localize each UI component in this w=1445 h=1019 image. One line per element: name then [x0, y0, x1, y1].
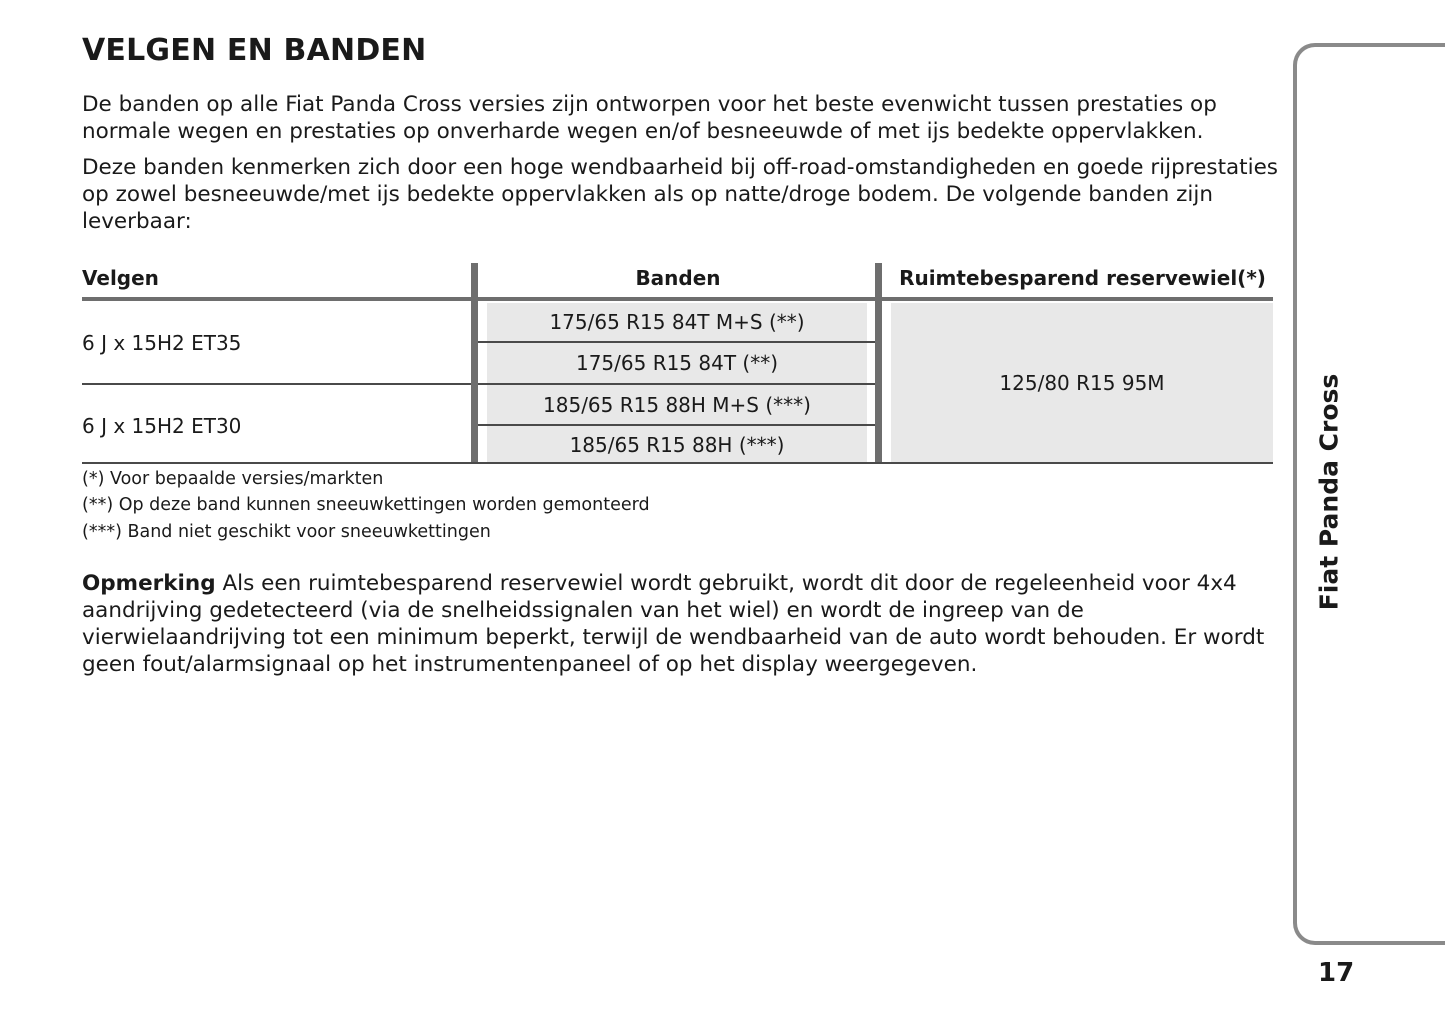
tyre-size: 185/65 R15 88H M+S (***) — [543, 393, 811, 417]
tyre-size: 185/65 R15 88H (***) — [569, 433, 785, 457]
header-divider — [82, 297, 1273, 301]
page-number: 17 — [1318, 958, 1355, 988]
tyre-size: 175/65 R15 84T (**) — [575, 351, 779, 375]
column-divider — [471, 263, 478, 464]
rim-et30: 6 J x 15H2 ET30 — [82, 414, 242, 438]
note-label: Opmerking — [82, 571, 216, 596]
row-divider — [478, 383, 875, 385]
availability-paragraph: Deze banden kenmerken zich door een hoge wendbaarheid bij off-road-omstandigheden en goede rijprestaties op zowel besneeuwde/met ijs bedekte oppervlakken als op natte/droge bodem. De volgende banden zijn leverbaar: — [82, 155, 1279, 234]
page-title: VELGEN EN BANDEN — [82, 33, 427, 68]
intro-paragraph: De banden op alle Fiat Panda Cross versies zijn ontworpen voor het beste evenwicht tussen prestaties op normale wegen en prestaties op onverharde wegen en/of besneeuwde of met ijs bedekte oppervlakken. — [82, 92, 1217, 144]
rim-et35: 6 J x 15H2 ET35 — [82, 331, 242, 355]
row-divider — [82, 383, 471, 385]
header-reservewiel: Ruimtebesparend reservewiel(*) — [899, 266, 1266, 290]
header-velgen: Velgen — [82, 266, 159, 290]
chapter-tab-label: Fiat Panda Cross — [1314, 373, 1344, 611]
row-divider — [478, 341, 875, 343]
table-bottom-line — [82, 462, 1273, 464]
footnote: (*) Voor bepaalde versies/markten — [82, 469, 384, 489]
column-divider — [875, 263, 882, 464]
header-banden: Banden — [635, 266, 721, 290]
row-divider — [478, 424, 875, 426]
note-paragraph — [82, 570, 1277, 678]
footnote: (**) Op deze band kunnen sneeuwkettingen worden gemonteerd — [82, 495, 650, 515]
spare-wheel-size: 125/80 R15 95M — [999, 371, 1165, 395]
footnote: (***) Band niet geschikt voor sneeuwkettingen — [82, 522, 491, 542]
note-text: Als een ruimtebesparend reservewiel wordt gebruikt, wordt dit door de regeleenheid voor 4x4 aandrijving gedetecteerd (via de snelheidssignalen van het wiel) en wordt de ingreep van de vierwielaandrijving tot een minimum beperkt, terwijl de wendbaarheid van de auto wordt behouden. Er wordt geen fout/alarmsignaal op het instrumentenpaneel of op het display weergegeven. — [82, 571, 1265, 677]
tyre-size: 175/65 R15 84T M+S (**) — [549, 310, 805, 334]
